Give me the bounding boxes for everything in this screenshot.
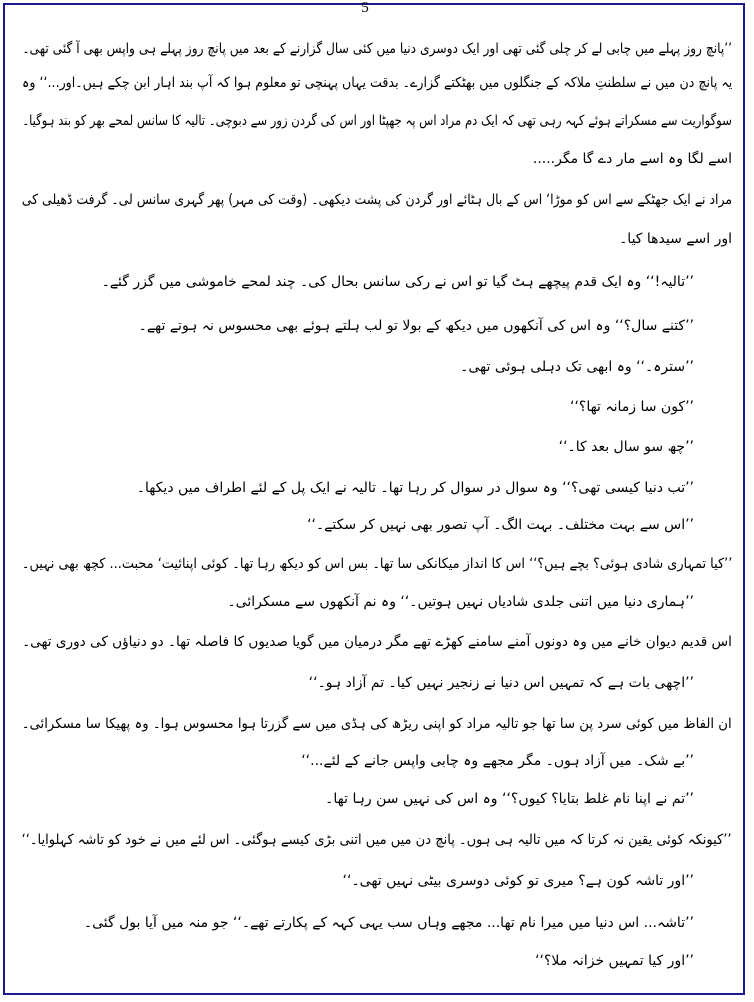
text-line: ’’تاشہ... اس دنیا میں میرا نام تھا... مجھے وہاں سب یہی کہہ کے پکارتے تھے۔‘‘ جو منہ میں آیا بول گئی۔ bbox=[83, 915, 694, 931]
text-line: ’’ہماری دنیا میں اتنی جلدی شادیاں نہیں ہوتیں۔‘‘ وہ نم آنکھوں سے مسکرائی۔ bbox=[227, 594, 694, 610]
text-line: سوگواریت سے مسکراتے ہوئے کہہ رہی تھی کہ ایک دم مراد اس پہ جھپٹا اور اس کی گردن زور سے دبوچی۔ تالیہ کا سانس لمحے بھر کو بند ہوگیا۔ bbox=[22, 113, 732, 129]
text-line: ’’سترہ۔‘‘ وہ ابھی تک دہلی ہوئی تھی۔ bbox=[460, 359, 694, 375]
text-line: ’’کون سا زمانہ تھا؟‘‘ bbox=[570, 399, 694, 415]
text-line: ان الفاظ میں کوئی سرد پن سا تھا جو تالیہ مراد کو اپنی ریڑھ کی ہڈی میں سے گزرتا ہوا محسوس ہوا۔ وہ پھیکا سا مسکرائی۔ bbox=[22, 716, 732, 732]
text-line: ’’تب دنیا کیسی تھی؟‘‘ وہ سوال در سوال کر رہا تھا۔ تالیہ نے ایک پل کے لئے اطراف میں دیکھا۔ bbox=[136, 480, 694, 496]
text-line: ’’چھ سو سال بعد کا۔‘‘ bbox=[558, 439, 694, 455]
text-line: ’’اچھی بات ہے کہ تمہیں اس دنیا نے زنجیر نہیں کیا۔ تم آزاد ہو۔‘‘ bbox=[308, 675, 694, 691]
text-line: ’’کیونکہ کوئی یقین نہ کرتا کہ میں تالیہ ہی ہوں۔ پانچ دن میں میں اتنی بڑی کیسے ہوگئی۔ اس لئے میں نے خود کو تاشہ کہلوایا۔‘‘ bbox=[22, 832, 732, 848]
text-line: یہ پانچ دن میں نے سلطنتِ ملاکہ کے جنگلوں میں بھٹکتے گزارے۔ بدقت یہاں پہنچی تو معلوم ہوا کہ آپ بند اہار ابن چکے ہیں۔اور...‘‘ وہ bbox=[21, 75, 732, 91]
page-number: 5 bbox=[361, 0, 369, 16]
text-line: ’’بے شک۔ میں آزاد ہوں۔ مگر مجھے وہ چابی واپس جانے کے لئے...‘‘ bbox=[301, 753, 694, 769]
text-line: ’’تم نے اپنا نام غلط بتایا؟ کیوں؟‘‘ وہ اس کی نہیں سن رہا تھا۔ bbox=[325, 791, 694, 807]
text-line: ’’اور تاشہ کون ہے؟ میری تو کوئی دوسری بیٹی نہیں تھی۔‘‘ bbox=[342, 873, 694, 889]
text-line: ’’اور کیا تمہیں خزانہ ملا؟‘‘ bbox=[535, 953, 694, 969]
text-line: اسے لگا وہ اسے مار دے گا مگر..... bbox=[532, 151, 732, 167]
text-line: ’’اس سے بہت مختلف۔ بہت الگ۔ آپ تصور بھی نہیں کر سکتے۔‘‘ bbox=[307, 517, 694, 533]
text-line: ’’کیا تمہاری شادی ہوئی؟ بچے ہیں؟‘‘ اس کا انداز میکانکی سا تھا۔ بس اس کو دیکھ رہا تھا۔ کوئی اپنائیت‘ محبت... کچھ بھی نہیں۔ bbox=[21, 556, 732, 572]
text-line: مراد نے ایک جھٹکے سے اس کو موڑا‘ اس کے بال ہٹائے اور گردن کی پشت دیکھی۔ (وقت کی مہر) پھر گہری سانس لی۔ گرفت ڈھیلی کی bbox=[21, 192, 732, 208]
text-line: ’’تالیہ!‘‘ وہ ایک قدم پیچھے ہٹ گیا تو اس نے رکی سانس بحال کی۔ چند لمحے خاموشی میں گزر گئے۔ bbox=[101, 274, 694, 290]
text-line: اور اسے سیدھا کیا۔ bbox=[619, 231, 732, 247]
text-line: ’’پانچ روز پہلے میں چابی لے کر چلی گئی تھی اور ایک دوسری دنیا میں کئی سال گزارنے کے بعد میں پانچ روز پہلے ہی واپس بھی آ گئی تھی۔ bbox=[22, 41, 732, 57]
text-line: اس قدیم دیوان خانے میں وہ دونوں آمنے سامنے کھڑے تھے مگر درمیان میں گویا صدیوں کا فاصلہ تھا۔ دو دنیاؤں کی دوری تھی۔ bbox=[22, 634, 732, 650]
text-line: ’’کتنے سال؟‘‘ وہ اس کی آنکھوں میں دیکھ کے بولا تو لب ہلتے ہوئے بھی محسوس نہ ہوتے تھے۔ bbox=[138, 318, 694, 334]
